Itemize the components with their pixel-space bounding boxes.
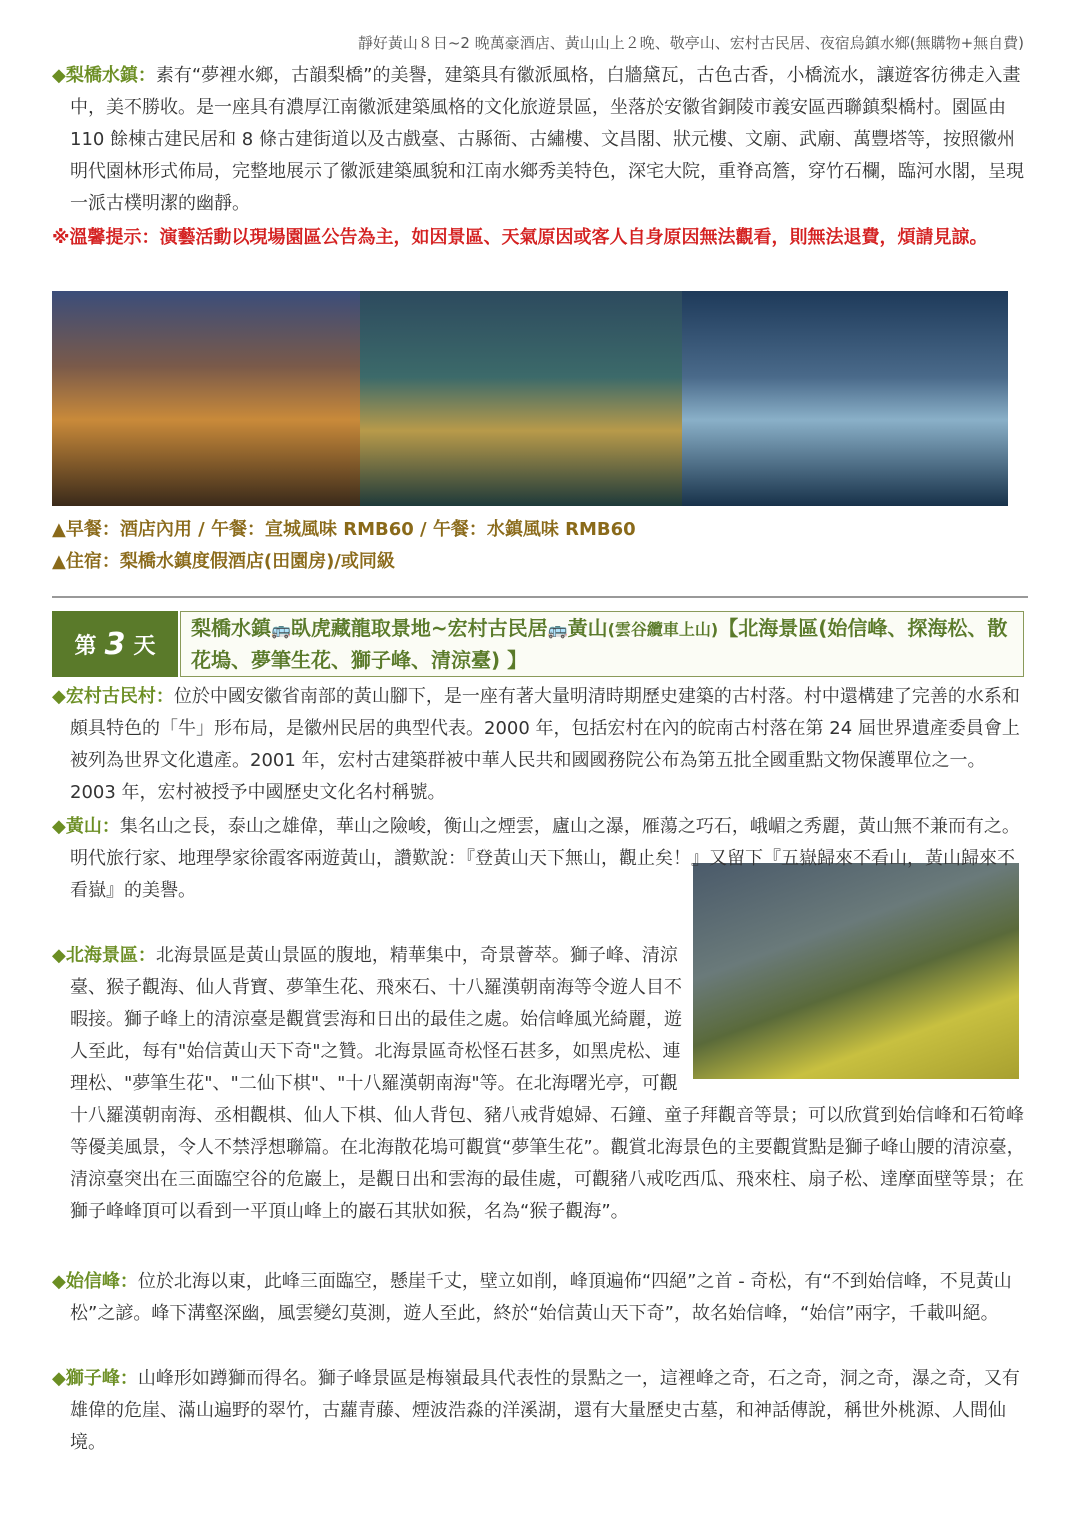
- hongcun-paragraph: [52, 681, 1028, 809]
- warning-notice: ※溫馨提示：演藝活動以現場園區公告為主，如因景區、天氣原因或客人自身原因無法觀看，則無法退費，煩請見諒。: [52, 227, 988, 248]
- bus-icon: 🚌: [271, 620, 291, 639]
- huangshan-text: 集名山之長，泰山之雄偉，華山之險峻，衡山之煙雲，廬山之瀑，雁蕩之巧石，峨嵋之秀麗，黃山無不兼而有之。明代旅行家、地理學家徐霞客兩遊黃山，讚歎說：『登黃山天下無山，觀止矣！』又留下『五嶽歸來不看山，黃山歸來不看嶽』的美譽。: [70, 816, 1020, 901]
- bullet-icon: ◆: [52, 1368, 66, 1389]
- route-beihai: 【北海景區(始信峰、探海松、散花塢、夢筆生花、獅子峰、清涼臺) 】: [191, 616, 1008, 672]
- shixin-text: 位於北海以東，此峰三面臨空，懸崖千丈，壁立如削，峰頂遍佈“四絕”之首 - 奇松，有“不到始信峰，不見黃山松”之諺。峰下溝壑深幽，風雲變幻莫測，遊人至此，終於“始信黃山天下奇”，故名始信峰，“始信”兩字，千載叫絕。: [70, 1271, 1012, 1324]
- beihai-text: 北海景區是黃山景區的腹地，精華集中，奇景薈萃。獅子峰、清涼臺、猴子觀海、仙人背寶、夢筆生花、飛來石、十八羅漢朝南海等令遊人目不暇接。獅子峰上的清涼臺是觀賞雲海和日出的最佳之處。始信峰風光綺麗，遊人至此，每有"始信黃山天下奇"之贊。北海景區奇松怪石甚多，如黑虎松、連理松、"夢筆生花"、"二仙下棋"、"十八羅漢朝南海"等。在北海曙光亭，可觀十八羅漢朝南海、丞相觀棋、仙人下棋、仙人背包、豬八戒背媳婦、石鐘、童子拜觀音等景；可以欣賞到始信峰和石筍峰等優美風景，令人不禁浮想聯篇。在北海散花塢可觀賞“夢筆生花”。觀賞北海景色的主要觀賞點是獅子峰山腰的清涼臺，清涼臺突出在三面臨空谷的危巖上，是觀日出和雲海的最佳處，可觀豬八戒吃西瓜、飛來柱、扇子松、達摩面壁等景；在獅子峰峰頂可以看到一平頂山峰上的巖石其狀如猴，名為“猴子觀海”。: [70, 945, 1025, 1222]
- shizi-paragraph: [52, 1363, 1028, 1459]
- bridge-pagoda-photo: [682, 291, 1008, 506]
- gate-night-photo: [52, 291, 360, 506]
- day-badge: [52, 611, 178, 677]
- day-route: [180, 611, 1024, 677]
- hongcun-term: 宏村古民村：: [65, 686, 174, 707]
- shixin-term: 始信峰：: [65, 1271, 138, 1292]
- aerial-town-photo: [360, 291, 682, 506]
- liqiao-term: 梨橋水鎮：: [65, 65, 156, 86]
- day-number: 3: [104, 626, 126, 662]
- route-start: 梨橋水鎮: [191, 616, 271, 640]
- bus-icon: 🚌: [547, 620, 568, 639]
- wrap-spacer: [688, 940, 1028, 1080]
- page-header: 靜好黃山８日~2 晚萬豪酒店、黃山山上２晚、敬亭山、宏村古民居、夜宿烏鎮水鄉(無購物+無自費): [357, 34, 1024, 52]
- day-prefix: 第: [74, 633, 97, 659]
- photo-strip: [52, 291, 1008, 506]
- huangshan-term: 黃山：: [65, 816, 120, 837]
- route-cablecar: (雲谷纜車上山): [607, 620, 719, 639]
- bullet-icon: ◆: [52, 686, 66, 707]
- day-suffix: 天: [133, 633, 156, 659]
- liqiao-paragraph: [52, 60, 1028, 220]
- route-huangshan: 黃山: [567, 616, 608, 640]
- beihai-paragraph: [52, 940, 1028, 1228]
- meals-line: ▲早餐：酒店內用 / 午餐：宣城風味 RMB60 / 午餐：水鎮風味 RMB60: [52, 519, 636, 540]
- huangshan-paragraph: [52, 811, 1028, 907]
- shizi-text: 山峰形如蹲獅而得名。獅子峰景區是梅嶺最具代表性的景點之一，這裡峰之奇，石之奇，洞之奇，瀑之奇，又有雄偉的危崖、滿山遍野的翠竹，古蘿青藤、煙波浩淼的洋溪湖，還有大量歷史古墓，和神話傳說，稱世外桃源、人間仙境。: [70, 1368, 1020, 1453]
- bullet-icon: ◆: [52, 945, 66, 966]
- bullet-icon: ◆: [52, 65, 66, 86]
- hongcun-text: 位於中國安徽省南部的黃山腳下，是一座有著大量明清時期歷史建築的古村落。村中還構建了完善的水系和頗具特色的「牛」形布局，是徽州民居的典型代表。2000 年，包括宏村在內的皖南古村落在第 24 屆世界遺產委員會上被列為世界文化遺產。2001 年，宏村古建築群被中華人民共和國國務院公布為第五批全國重點文物保護單位之一。2003 年，宏村被授予中國歷史文化名村稱號。: [70, 686, 1020, 803]
- bullet-icon: ◆: [52, 1271, 66, 1292]
- beihai-term: 北海景區：: [65, 945, 156, 966]
- shizi-term: 獅子峰：: [65, 1368, 138, 1389]
- section-divider: [52, 596, 1028, 598]
- bullet-icon: ◆: [52, 816, 66, 837]
- liqiao-text: 素有“夢裡水鄉，古韻梨橋”的美譽，建築具有徽派風格，白牆黛瓦，古色古香，小橋流水，讓遊客彷彿走入畫中，美不勝收。是一座具有濃厚江南徽派建築風格的文化旅遊景區，坐落於安徽省銅陵市義安區西聯鎮梨橋村。園區由 110 餘棟古建民居和 8 條古建街道以及古戲臺、古縣衙、古繡樓、文昌閣、狀元樓、文廟、武廟、萬豐塔等，按照徽州明代園林形式佈局，完整地展示了徽派建築風貌和江南水鄉秀美特色，深宅大院，重脊高簷，穿竹石欄，臨河水閣，呈現一派古樸明潔的幽靜。: [70, 65, 1024, 214]
- hotel-line: ▲住宿：梨橋水鎮度假酒店(田園房)/或同級: [52, 551, 395, 572]
- shixin-paragraph: [52, 1266, 1028, 1330]
- route-mid: 臥虎藏龍取景地~宏村古民居: [290, 616, 548, 640]
